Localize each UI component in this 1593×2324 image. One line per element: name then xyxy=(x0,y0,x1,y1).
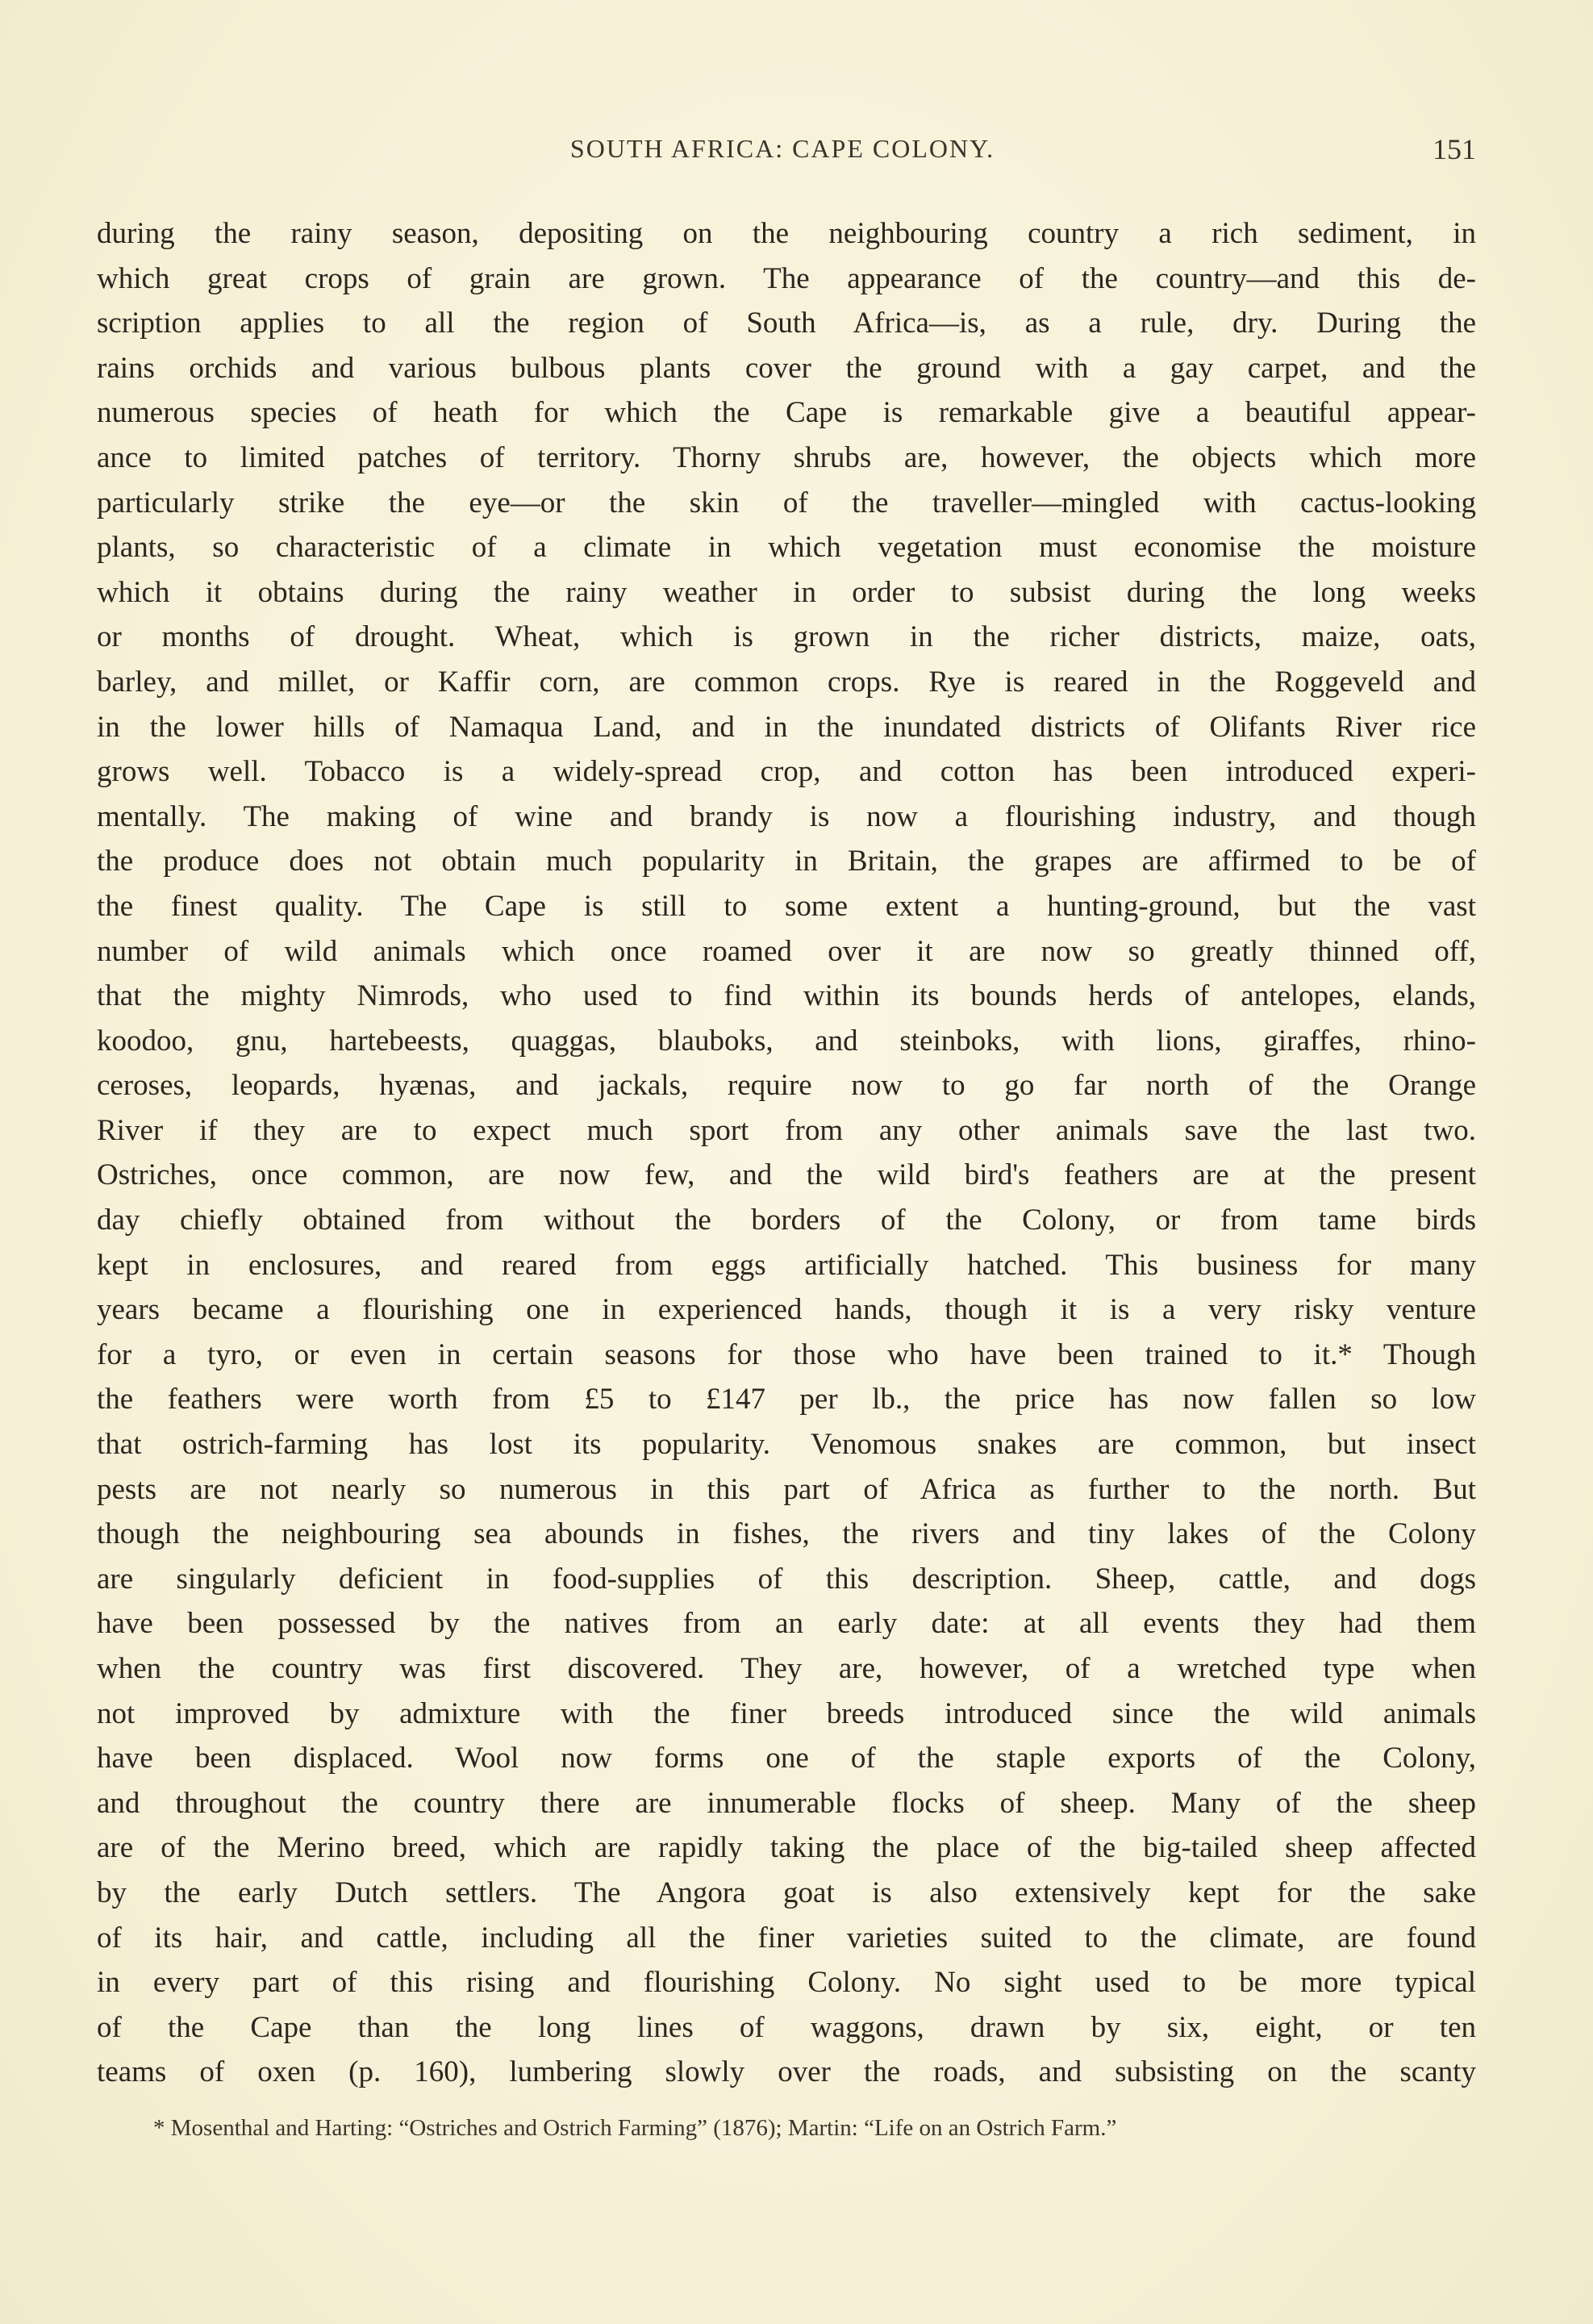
text-line: pests are not nearly so numerous in this part of Africa as further to the north. But xyxy=(97,1472,1476,1506)
text-line: are singularly deficient in food-supplies of this description. Sheep, cattle, and dogs xyxy=(97,1562,1476,1596)
body-text xyxy=(97,211,1476,2095)
page-number: 151 xyxy=(1432,133,1476,165)
text-line: during the rainy season, depositing on the neighbouring country a rich sediment, in xyxy=(97,217,1476,250)
text-line: that ostrich-farming has lost its popularity. Venomous snakes are common, but insect xyxy=(97,1428,1476,1462)
text-line: ance to limited patches of territory. Thorny shrubs are, however, the objects which more xyxy=(97,440,1476,474)
text-line: grows well. Tobacco is a widely-spread crop, and cotton has been introduced experi- xyxy=(97,755,1476,789)
text-line: River if they are to expect much sport from any other animals save the last two. xyxy=(97,1113,1476,1147)
text-line: barley, and millet, or Kaffir corn, are common crops. Rye is reared in the Roggeveld and xyxy=(97,665,1476,699)
text-line: scription applies to all the region of South Africa—is, as a rule, dry. During the xyxy=(97,307,1476,340)
text-line: or months of drought. Wheat, which is grown in the richer districts, maize, oats, xyxy=(97,620,1476,654)
text-line: the produce does not obtain much popularity in Britain, the grapes are affirmed to be of xyxy=(97,845,1476,878)
text-line: ceroses, leopards, hyænas, and jackals, require now to go far north of the Orange xyxy=(97,1069,1476,1103)
text-line: number of wild animals which once roamed over it are now so greatly thinned off, xyxy=(97,934,1476,968)
text-line: have been displaced. Wool now forms one of the staple exports of the Colony, xyxy=(97,1742,1476,1775)
text-line: that the mighty Nimrods, who used to find within its bounds herds of antelopes, elands, xyxy=(97,979,1476,1013)
running-head: SOUTH AFRICA: CAPE COLONY. xyxy=(569,134,995,163)
text-line: are of the Merino breed, which are rapidly taking the place of the big-tailed sheep affected xyxy=(97,1831,1476,1865)
text-line: of its hair, and cattle, including all the finer varieties suited to the climate, are found xyxy=(97,1921,1476,1955)
text-line: mentally. The making of wine and brandy is now a flourishing industry, and though xyxy=(97,799,1476,833)
text-line: numerous species of heath for which the Cape is remarkable give a beautiful appear- xyxy=(97,396,1476,430)
text-line: not improved by admixture with the finer breeds introduced since the wild animals xyxy=(97,1696,1476,1730)
text-line: by the early Dutch settlers. The Angora goat is also extensively kept for the sake xyxy=(97,1875,1476,1909)
text-line: in the lower hills of Namaqua Land, and in the inundated districts of Olifants River rice xyxy=(97,710,1476,744)
text-line: of the Cape than the long lines of waggons, drawn by six, eight, or ten xyxy=(97,2010,1476,2044)
text-line: when the country was first discovered. They are, however, of a wretched type when xyxy=(97,1652,1476,1685)
text-line: kept in enclosures, and reared from eggs artificially hatched. This business for many xyxy=(97,1248,1476,1282)
text-line: Ostriches, once common, are now few, and the wild bird's feathers are at the present xyxy=(97,1158,1476,1192)
text-line: rains orchids and various bulbous plants cover the ground with a gay carpet, and the xyxy=(97,351,1476,385)
text-line: day chiefly obtained from without the borders of the Colony, or from tame birds xyxy=(97,1204,1476,1237)
text-line: have been possessed by the natives from an early date: at all events they had them xyxy=(97,1607,1476,1641)
text-line: years became a flourishing one in experienced hands, though it is a very risky venture xyxy=(97,1293,1476,1327)
text-line: koodoo, gnu, hartebeests, quaggas, blauboks, and steinboks, with lions, giraffes, rhino- xyxy=(97,1024,1476,1058)
text-line: in every part of this rising and flourishing Colony. No sight used to be more typical xyxy=(97,1966,1476,2000)
text-line: though the neighbouring sea abounds in fishes, the rivers and tiny lakes of the Colony xyxy=(97,1517,1476,1551)
text-line: for a tyro, or even in certain seasons for those who have been trained to it.* Though xyxy=(97,1337,1476,1371)
text-line: and throughout the country there are innumerable flocks of sheep. Many of the sheep xyxy=(97,1786,1476,1820)
text-line: plants, so characteristic of a climate in which vegetation must economise the moisture xyxy=(97,531,1476,565)
text-line: the finest quality. The Cape is still to some extent a hunting-ground, but the vast xyxy=(97,889,1476,923)
text-line: the feathers were worth from £5 to £147 per lb., the price has now fallen so low xyxy=(97,1383,1476,1417)
text-line: which it obtains during the rainy weather in order to subsist during the long weeks xyxy=(97,575,1476,609)
footnote: * Mosenthal and Harting: “Ostriches and Ostrich Farming” (1876); Martin: “Life on an Ostrich Farm.” xyxy=(153,2115,1117,2141)
text-line: teams of oxen (p. 160), lumbering slowly over the roads, and subsisting on the scanty xyxy=(97,2055,1476,2089)
text-line: particularly strike the eye—or the skin of the traveller—mingled with cactus-looking xyxy=(97,486,1476,519)
text-line: which great crops of grain are grown. The appearance of the country—and this de- xyxy=(97,261,1476,295)
